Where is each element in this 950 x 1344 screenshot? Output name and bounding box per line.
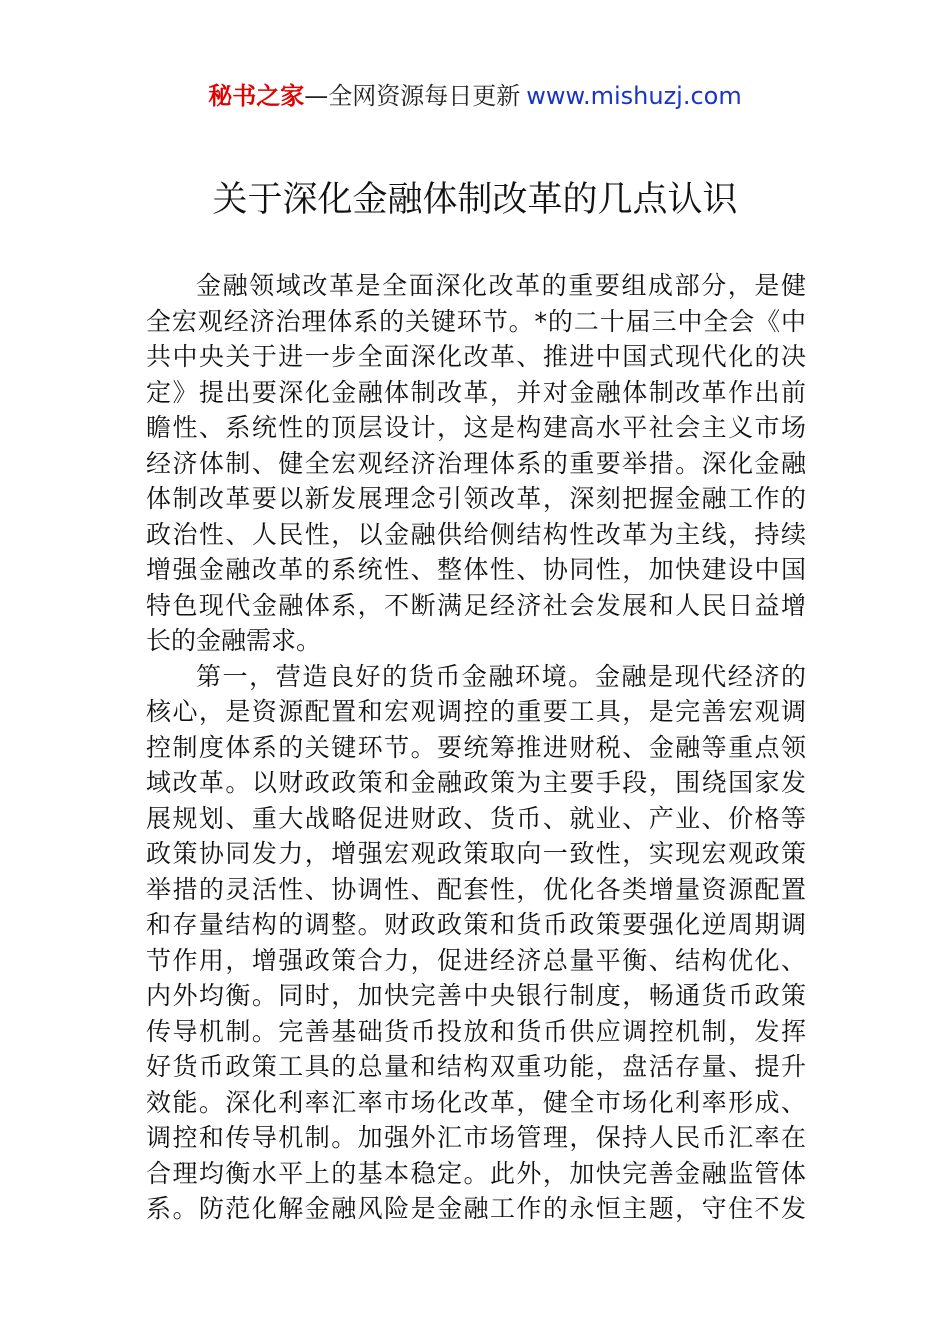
text-line: 控制度体系的关键环节。要统筹推进财税、金融等重点领 — [146, 732, 806, 762]
text-line: 全宏观经济治理体系的关键环节。*的二十届三中全会《中 — [146, 306, 806, 336]
text-line: 内外均衡。同时，加快完善中央银行制度，畅通货币政策 — [146, 981, 806, 1010]
text-line: 金融领域改革是全面深化改革的重要组成部分，是健 — [196, 271, 806, 300]
site-brand: 秘书之家 — [208, 82, 305, 110]
text-line: 域改革。以财政政策和金融政策为主要手段，围绕国家发 — [146, 768, 806, 797]
text-line: 和存量结构的调整。财政政策和货币政策要强化逆周期调 — [146, 910, 806, 939]
text-line: 共中央关于进一步全面深化改革、推进中国式现代化的决 — [146, 342, 806, 371]
document-body — [146, 268, 806, 1227]
document-title: 关于深化金融体制改革的几点认识 — [212, 180, 738, 220]
paragraph-first-point — [146, 659, 806, 1227]
text-line: 展规划、重大战略促进财政、货币、就业、产业、价格等 — [146, 803, 806, 833]
text-line: 调控和传导机制。加强外汇市场管理，保持人民币汇率在 — [146, 1123, 806, 1152]
site-url-link[interactable]: www.mishuzj.com — [526, 82, 742, 110]
text-line: 效能。深化利率汇率市场化改革，健全市场化利率形成、 — [146, 1087, 806, 1117]
text-line: 第一，营造良好的货币金融环境。金融是现代经济的 — [196, 661, 806, 691]
paragraph-intro — [146, 268, 806, 659]
text-line: 特色现代金融体系，不断满足经济社会发展和人民日益增 — [146, 590, 806, 620]
text-line: 瞻性、系统性的顶层设计，这是构建高水平社会主义市场 — [146, 413, 806, 442]
site-header — [0, 80, 950, 112]
text-line: 增强金融改革的系统性、整体性、协同性，加快建设中国 — [146, 555, 806, 584]
text-line: 体制改革要以新发展理念引领改革，深刻把握金融工作的 — [146, 484, 806, 513]
text-line: 合理均衡水平上的基本稳定。此外，加快完善金融监管体 — [146, 1158, 806, 1188]
text-line: 节作用，增强政策合力，促进经济总量平衡、结构优化、 — [146, 945, 806, 975]
text-line: 定》提出要深化金融体制改革，并对金融体制改革作出前 — [146, 377, 806, 407]
text-line: 长的金融需求。 — [146, 626, 322, 655]
text-line: 经济体制、健全宏观经济治理体系的重要举措。深化金融 — [146, 448, 806, 478]
text-line: 政治性、人民性，以金融供给侧结构性改革为主线，持续 — [146, 519, 806, 549]
text-line: 核心，是资源配置和宏观调控的重要工具，是完善宏观调 — [146, 697, 806, 726]
text-line: 系。防范化解金融风险是金融工作的永恒主题，守住不发 — [146, 1194, 806, 1223]
site-tagline: —全网资源每日更新 — [304, 82, 521, 110]
text-line: 传导机制。完善基础货币投放和货币供应调控机制，发挥 — [146, 1016, 806, 1046]
text-line: 好货币政策工具的总量和结构双重功能，盘活存量、提升 — [146, 1052, 806, 1081]
text-line: 举措的灵活性、协调性、配套性，优化各类增量资源配置 — [146, 874, 806, 904]
text-line: 政策协同发力，增强宏观政策取向一致性，实现宏观政策 — [146, 839, 806, 868]
